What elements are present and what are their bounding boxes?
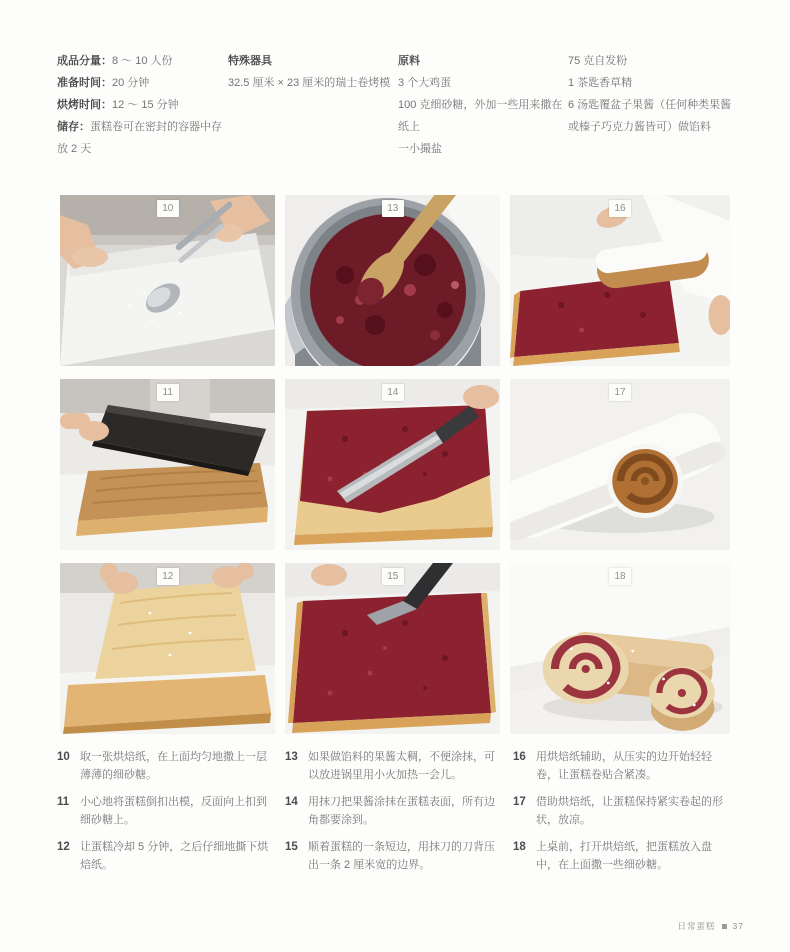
photo-14-illustration-spread-jam: [285, 379, 500, 550]
servings-row: [57, 50, 228, 72]
recipe-info: [57, 50, 747, 160]
ingredient-item: 3 个大鸡蛋: [398, 77, 452, 89]
special-equipment: [228, 50, 398, 160]
step-text: 借助烘焙纸，让蛋糕保持紧实卷起的形状，放凉。: [536, 796, 723, 826]
steps-column-3: [513, 748, 731, 883]
ingredients-column-2: [568, 50, 738, 160]
ingredient-item: 1 茶匙香草精: [568, 77, 633, 89]
step-photo-10: [60, 195, 275, 366]
step-text: 让蛋糕冷却 5 分钟，之后仔细地撕下烘焙纸。: [80, 841, 269, 871]
step-text: 取一张烘焙纸，在上面均匀地撒上一层薄薄的细砂糖。: [80, 751, 267, 781]
step-photo-12: [60, 563, 275, 734]
step-number: 14: [285, 796, 298, 808]
storage-label: 储存：: [57, 121, 90, 133]
step-text: 用抹刀把果酱涂抹在蛋糕表面，所有边角都要涂到。: [308, 796, 495, 826]
step-item-17: [513, 793, 731, 829]
equipment-title: 特殊器具: [228, 55, 272, 67]
photo-13-illustration-jam-saucepan: [285, 195, 500, 366]
photo-number-badge: 18: [609, 568, 631, 585]
step-photo-grid: [60, 195, 730, 734]
step-number: 18: [513, 841, 526, 853]
servings-label: 成品分量：: [57, 55, 112, 67]
photo-number-badge: 10: [157, 200, 179, 217]
step-item-10: [57, 748, 275, 784]
step-number: 13: [285, 751, 298, 763]
equipment-item: 32.5 厘米 × 23 厘米的瑞士卷烤模: [228, 77, 391, 89]
photo-17-illustration-wrapped-roll: [510, 379, 730, 550]
photo-number-badge: 13: [382, 200, 404, 217]
photo-number-badge: 11: [157, 384, 179, 401]
step-photo-17: [510, 379, 730, 550]
footer-square-icon: [722, 924, 727, 929]
step-text: 如果做馅料的果酱太稠，不便涂抹，可以放进锅里用小火加热一会儿。: [308, 751, 495, 781]
storage-row: [57, 116, 228, 160]
step-number: 16: [513, 751, 526, 763]
step-instructions: [57, 748, 747, 883]
step-item-14: [285, 793, 503, 829]
page-footer: [678, 920, 744, 932]
bake-time-value: 12 ～ 15 分钟: [112, 99, 179, 111]
step-text: 上桌前，打开烘焙纸，把蛋糕放入盘中，在上面撒一些细砂糖。: [536, 841, 712, 871]
step-item-12: [57, 838, 275, 874]
step-text: 顺着蛋糕的一条短边，用抹刀的刀背压出一条 2 厘米宽的边界。: [308, 841, 495, 871]
step-number: 17: [513, 796, 526, 808]
footer-page-number: 37: [732, 921, 744, 931]
photo-number-badge: 14: [382, 384, 404, 401]
step-photo-14: [285, 379, 500, 550]
photo-15-illustration-press-border: [285, 563, 500, 734]
servings-value: 8 ～ 10 人份: [112, 55, 173, 67]
step-number: 15: [285, 841, 298, 853]
step-photo-16: [510, 195, 730, 366]
recipe-meta: [57, 50, 228, 160]
step-text: 小心地将蛋糕倒扣出模，反面向上扣到细砂糖上。: [80, 796, 267, 826]
step-text: 用烘焙纸辅助，从压实的边开始轻轻卷，让蛋糕卷贴合紧凑。: [536, 751, 712, 781]
steps-column-2: [285, 748, 503, 883]
step-item-18: [513, 838, 731, 874]
ingredients-column-1: [398, 50, 568, 160]
photo-11-illustration-lift-tin: [60, 379, 275, 550]
photo-12-illustration-peel-paper: [60, 563, 275, 734]
ingredient-item: 6 汤匙覆盆子果酱（任何种类果酱或榛子巧克力酱皆可）做馅料: [568, 99, 732, 133]
step-number: 12: [57, 841, 70, 853]
step-photo-13: [285, 195, 500, 366]
step-number: 11: [57, 796, 70, 808]
step-item-15: [285, 838, 503, 874]
storage-value: 蛋糕卷可在密封的容器中存放 2 天: [57, 121, 222, 155]
footer-section-title: 日常蛋糕: [677, 921, 716, 931]
prep-time-value: 20 分钟: [112, 77, 150, 89]
photo-number-badge: 17: [609, 384, 631, 401]
ingredient-item: 100 克细砂糖，外加一些用来撒在纸上: [398, 99, 563, 133]
step-photo-11: [60, 379, 275, 550]
steps-column-1: [57, 748, 275, 883]
photo-16-illustration-start-rolling: [510, 195, 730, 366]
ingredient-item: 75 克自发粉: [568, 55, 628, 67]
bake-time-label: 烘烤时间：: [57, 99, 112, 111]
photo-number-badge: 16: [609, 200, 631, 217]
step-item-11: [57, 793, 275, 829]
prep-time-label: 准备时间：: [57, 77, 112, 89]
photo-number-badge: 12: [157, 568, 179, 585]
step-photo-18: [510, 563, 730, 734]
ingredients-title: 原料: [398, 55, 420, 67]
photo-10-illustration-sugar-on-parchment: [60, 195, 275, 366]
prep-time-row: [57, 72, 228, 94]
photo-number-badge: 15: [382, 568, 404, 585]
step-number: 10: [57, 751, 70, 763]
step-photo-15: [285, 563, 500, 734]
step-item-13: [285, 748, 503, 784]
bake-time-row: [57, 94, 228, 116]
step-item-16: [513, 748, 731, 784]
ingredient-item: 一小撮盐: [398, 143, 442, 155]
photo-18-illustration-finished-roll: [510, 563, 730, 734]
